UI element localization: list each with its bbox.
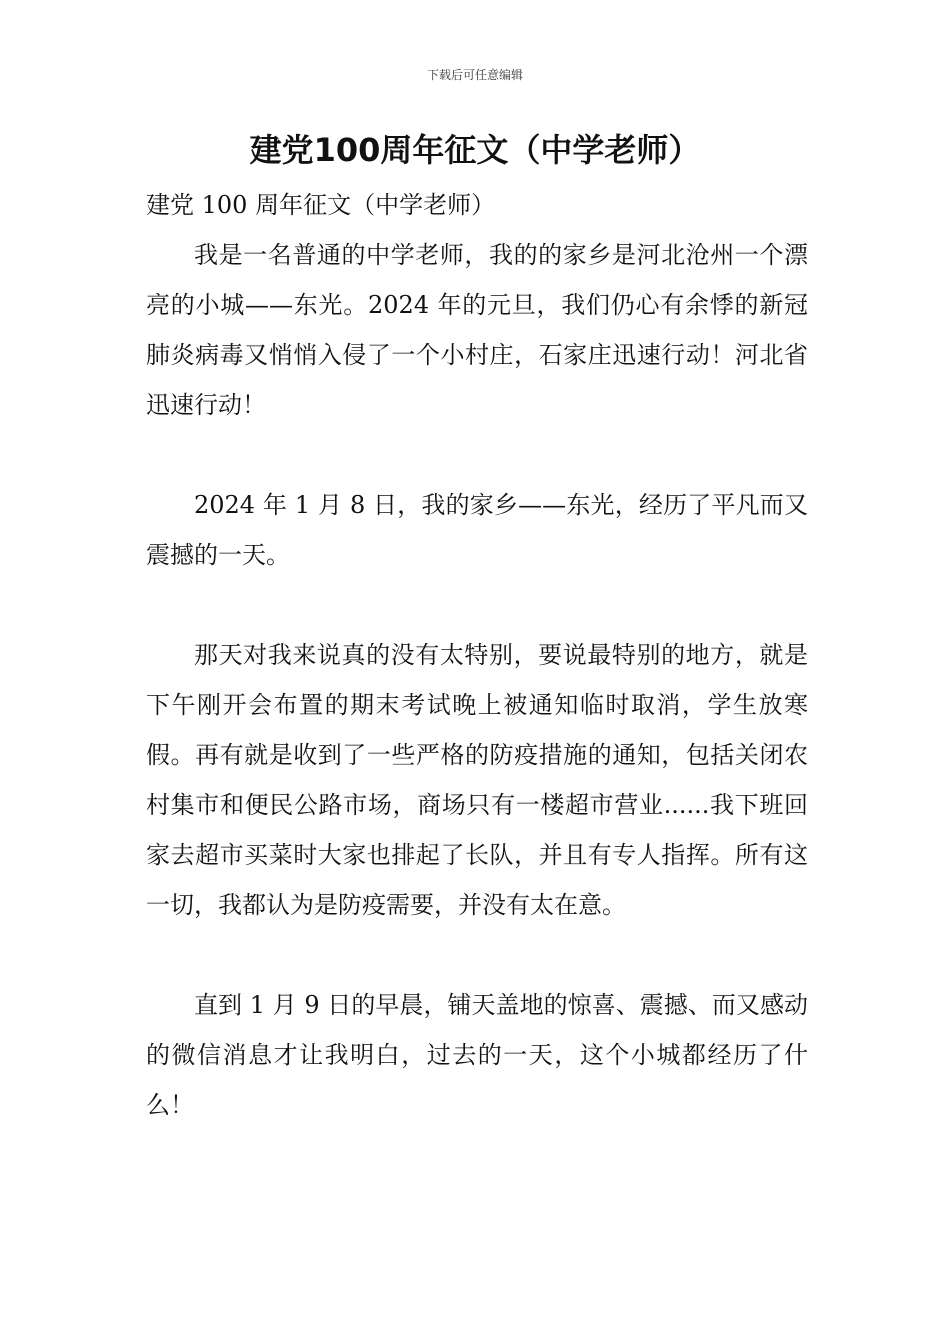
document-title: 建党100周年征文（中学老师） <box>249 131 701 169</box>
paragraph: 我是一名普通的中学老师，我的的家乡是河北沧州一个漂亮的小城——东光。2024 年的元旦，我们仍心有余悸的新冠肺炎病毒又悄悄入侵了一个小村庄，石家庄迅速行动！河北省迅速行动！ <box>146 241 808 419</box>
document-subtitle: 建党 100 周年征文（中学老师） <box>146 191 496 219</box>
paragraph: 直到 1 月 9 日的早晨，铺天盖地的惊喜、震撼、而又感动的微信消息才让我明白，过去的一天，这个小城都经历了什么！ <box>146 991 808 1119</box>
paragraph: 那天对我来说真的没有太特别，要说最特别的地方，就是下午刚开会布置的期末考试晚上被通知临时取消，学生放寒假。再有就是收到了一些严格的防疫措施的通知，包括关闭农村集市和便民公路市场，商场只有一楼超市营业......我下班回家去超市买菜时大家也排起了长队，并且有专人指挥。所有这一切，我都认为是防疫需要，并没有太在意。 <box>146 641 808 919</box>
document-body <box>146 180 808 1130</box>
header-note: 下载后可任意编辑 <box>426 68 523 82</box>
paragraph: 2024 年 1 月 8 日，我的家乡——东光，经历了平凡而又震撼的一天。 <box>146 491 808 569</box>
